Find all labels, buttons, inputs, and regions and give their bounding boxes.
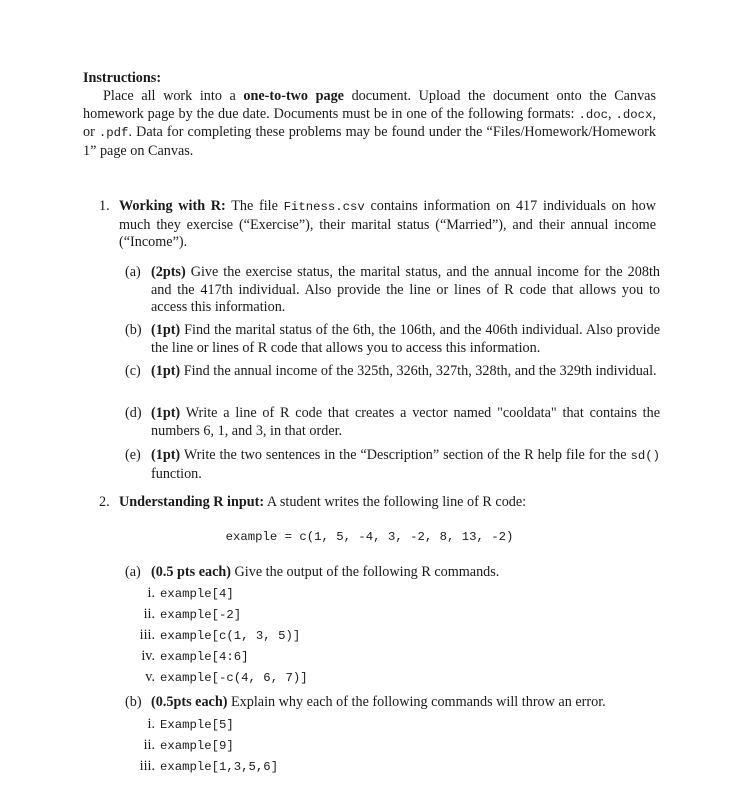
list-item (136, 716, 234, 735)
list-item (136, 627, 300, 646)
question-2-body: A student writes the following line of R code: (264, 494, 527, 510)
item-code: example[-c(4, 6, 7)] (160, 671, 308, 685)
list-item (136, 606, 241, 625)
item-numeral: iv. (141, 648, 155, 664)
item-numeral: i. (147, 716, 155, 732)
part-label: (b) (125, 694, 142, 710)
item-code: example[c(1, 3, 5)] (160, 629, 301, 643)
part-body: Give the exercise status, the marital status, and the annual income for the 208th and the 417th individual. Also provide the line or lines of R code that allows you to access this information. (151, 264, 660, 315)
part-points: (1pt) (151, 447, 181, 463)
list-item (136, 758, 278, 777)
part-text (151, 447, 660, 483)
format-separator-2: , or (83, 105, 656, 140)
item-code: example[4] (160, 587, 234, 601)
part-body: Find the marital status of the 6th, the 106th, and the 406th individual. Also provide the line or lines of R code that allows you to access this information. (151, 322, 660, 356)
part-body: Write a line of R code that creates a vector named "cooldata" that contains the numbers 6, 1, and 3, in that order. (151, 405, 660, 439)
instructions-title: Instructions: (83, 70, 162, 86)
part-text (151, 564, 660, 582)
question-2-title: Understanding R input: (119, 494, 265, 510)
list-item (136, 585, 234, 604)
part-text (151, 694, 660, 712)
list-item (136, 669, 308, 688)
part-body: Give the output of the following R commands. (231, 564, 500, 580)
fitness-filename: Fitness.csv (283, 200, 365, 214)
item-numeral: ii. (143, 737, 155, 753)
part-points: (2pts) (151, 264, 186, 280)
item-numeral: ii. (143, 606, 155, 622)
part-label: (b) (125, 322, 142, 338)
question-2-number: 2. (99, 494, 110, 510)
part-body-end: function. (151, 465, 202, 482)
part-body: Write the two sentences in the “Description” section of the R help file for the (180, 447, 631, 463)
format-docx: .docx (615, 107, 653, 122)
part-body: Explain why each of the following commands will throw an error. (227, 694, 606, 710)
part-label: (e) (125, 447, 141, 463)
format-separator-1: , (607, 105, 616, 122)
question-1-title: Working with R: (119, 198, 226, 214)
item-numeral: i. (147, 585, 155, 601)
item-code: example[-2] (160, 608, 242, 622)
list-item (136, 648, 249, 667)
instructions-text-3: . Data for completing these problems may be found under the “Files/Homework/Homework 1” page on Canvas. (83, 124, 656, 159)
instructions-body (83, 88, 656, 160)
item-code: example[4:6] (160, 650, 249, 664)
sd-function-code: sd() (630, 449, 660, 463)
instructions-text-2: document. Upload the document onto the Canvas homework page by the due date. Documents must be in one of the following formats: (83, 88, 656, 122)
part-points: (1pt) (151, 363, 181, 379)
part-text (151, 322, 660, 357)
instructions-page-limit: one-to-two page (243, 88, 344, 104)
item-numeral: iii. (139, 758, 155, 774)
item-numeral: iii. (139, 627, 155, 643)
part-points: (0.5 pts each) (151, 564, 231, 580)
part-label: (a) (125, 564, 141, 580)
part-body: Find the annual income of the 325th, 326th, 327th, 328th, and the 329th individual. (180, 363, 657, 379)
part-text (151, 405, 660, 440)
item-code: example[1,3,5,6] (160, 760, 279, 774)
item-code: Example[5] (160, 718, 234, 732)
item-numeral: v. (145, 669, 155, 685)
part-label: (d) (125, 405, 142, 421)
part-points: (1pt) (151, 405, 181, 421)
part-points: (1pt) (151, 322, 181, 338)
format-pdf: .pdf (98, 126, 129, 140)
question-2-text (119, 494, 656, 512)
question-1-number: 1. (99, 198, 110, 214)
example-code-line: example = c(1, 5, -4, 3, -2, 8, 13, -2) (225, 530, 514, 544)
part-points: (0.5pts each) (151, 694, 228, 710)
item-code: example[9] (160, 739, 234, 753)
part-label: (a) (125, 264, 141, 280)
list-item (136, 737, 234, 756)
question-1-text (119, 198, 656, 252)
part-text (151, 264, 660, 317)
question-1-text-1: The file (225, 198, 284, 214)
part-label: (c) (125, 363, 141, 379)
question-1-text-2: contains information on 417 individuals on how much they exercise (“Exercise”), their marital status (“Married”), and their annual income (“Income”). (119, 198, 656, 250)
part-text (151, 363, 660, 381)
format-doc: .doc (578, 107, 608, 122)
instructions-text-1: Place all work into a (103, 88, 244, 104)
